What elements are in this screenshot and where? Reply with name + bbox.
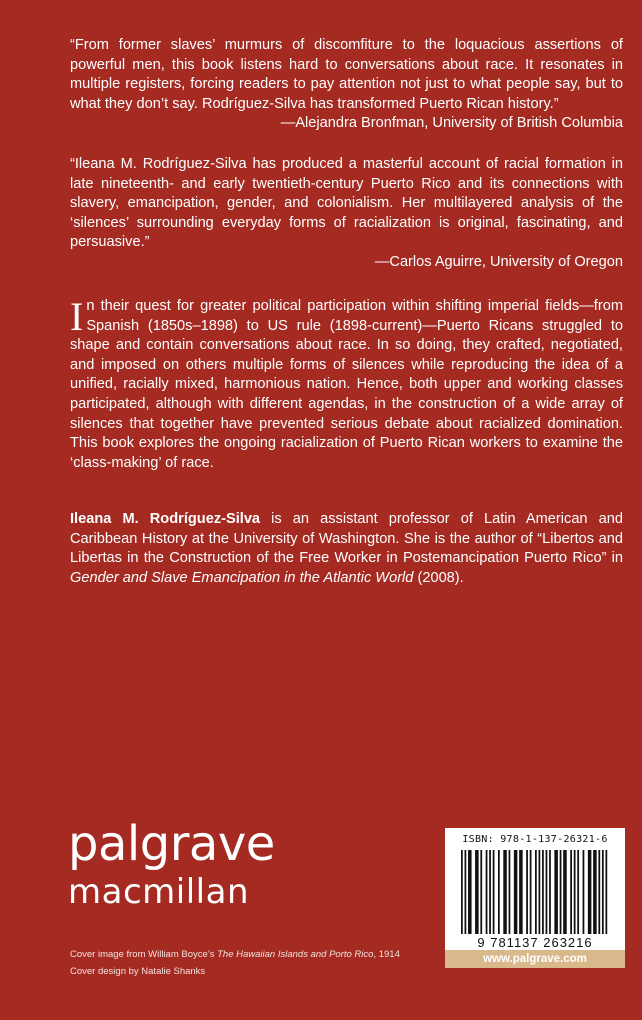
publisher-logo	[68, 818, 275, 912]
image-credit	[70, 946, 410, 963]
barcode-bar	[489, 850, 491, 934]
barcode-bar	[598, 850, 600, 934]
barcode-bar	[480, 850, 482, 934]
barcode-bar	[493, 850, 495, 934]
image-credit-title: The Hawaiian Islands and Porto Rico	[217, 949, 374, 960]
book-description	[70, 294, 623, 473]
barcode-bar	[514, 850, 518, 934]
barcode-bar	[461, 850, 463, 934]
image-credit-suffix: , 1914	[373, 949, 400, 960]
description-text: n their quest for greater political participation within shifting imperial fields—from Spanish (1850s–1898) to US rule (1898-current)—Puerto Ricans struggled to shape and contain conversations about race. In so doing, they crafted, negotiated, and imposed on others multiple forms of silences while reproducing the idea of a unified, racially mixed, harmonious nation. Hence, both upper and working classes participated, although with different agendas, in the construction of a wide array of silences that together have prevented serious debate about racialized domination. This book explores the ongoing racialization of Puerto Rican workers to examine the ‘class-making’ of race.	[70, 298, 623, 471]
endorsement-quote-2	[70, 155, 623, 273]
barcode-bar	[549, 850, 551, 934]
author-book-title: Gender and Slave Emancipation in the Atlantic World	[70, 569, 414, 586]
barcode-bar	[498, 850, 500, 934]
barcode-bar	[605, 850, 607, 934]
barcode-image	[457, 850, 613, 936]
barcode-bar	[503, 850, 507, 934]
barcode-bar	[509, 850, 511, 934]
barcode-bar	[554, 850, 558, 934]
image-credit-prefix: Cover image from William Boyce’s	[70, 949, 218, 960]
barcode-bar	[530, 850, 532, 934]
isbn-label: ISBN: 978-1-137-26321-6	[462, 834, 608, 845]
barcode-bar	[486, 850, 488, 934]
publisher-logo-line1: palgrave	[68, 816, 275, 872]
barcode-bar	[602, 850, 604, 934]
barcode-bar	[570, 850, 572, 934]
author-bio	[70, 510, 623, 588]
barcode-bar	[519, 850, 523, 934]
barcode-bar	[588, 850, 592, 934]
cover-credits	[70, 946, 410, 980]
quote-attribution: —Alejandra Bronfman, University of British Columbia	[280, 115, 623, 132]
endorsement-quote-1	[70, 36, 623, 134]
quote-text: “Ileana M. Rodríguez-Silva has produced a masterful account of racial formation in late nineteenth- and early twentieth-century Puerto Rico and its connections with slavery, emancipation, gender, and colonialism. Her multilayered analysis of the ‘silences’ surrounding everyday forms of racialization is original, fascinating, and persuasive.”	[70, 156, 623, 251]
barcode-bar	[542, 850, 544, 934]
barcode-bar	[593, 850, 597, 934]
barcode-bar	[468, 850, 472, 934]
author-bio-text-2: (2008).	[413, 569, 464, 586]
publisher-logo-line2: macmillan	[68, 872, 249, 912]
barcode-bar	[465, 850, 467, 934]
barcode-bar	[583, 850, 585, 934]
barcode-bar	[563, 850, 567, 934]
barcode-bar	[546, 850, 548, 934]
drop-cap: I	[70, 294, 84, 339]
barcode-bar	[539, 850, 541, 934]
barcode-bar	[577, 850, 579, 934]
barcode-bar	[526, 850, 528, 934]
design-credit: Cover design by Natalie Shanks	[70, 966, 206, 977]
quote-attribution: —Carlos Aguirre, University of Oregon	[374, 253, 623, 270]
barcode-bar	[475, 850, 479, 934]
barcode-bar	[574, 850, 576, 934]
barcode-bar	[535, 850, 537, 934]
author-name: Ileana M. Rodríguez-Silva	[70, 511, 261, 527]
author-bio-text-1: is an assistant professor of Latin American and Caribbean History at the University of Washington. She is the author of “Libertos and Libertas in the Construction of the Free Worker in Postemancipation Puerto Rico” in	[70, 511, 623, 567]
publisher-url: www.palgrave.com	[445, 950, 625, 968]
quote-text: “From former slaves’ murmurs of discomfiture to the loquacious assertions of powerful men, this book listens hard to conversations about race. It resonates in multiple registers, forcing readers to pay attention not just to what people say, but to what they don’t say. Rodríguez-Silva has transformed Puerto Rican history.”	[70, 37, 623, 112]
barcode-panel	[445, 828, 625, 968]
barcode-digits: 9 781137 263216	[477, 935, 593, 950]
barcode-bar	[560, 850, 562, 934]
